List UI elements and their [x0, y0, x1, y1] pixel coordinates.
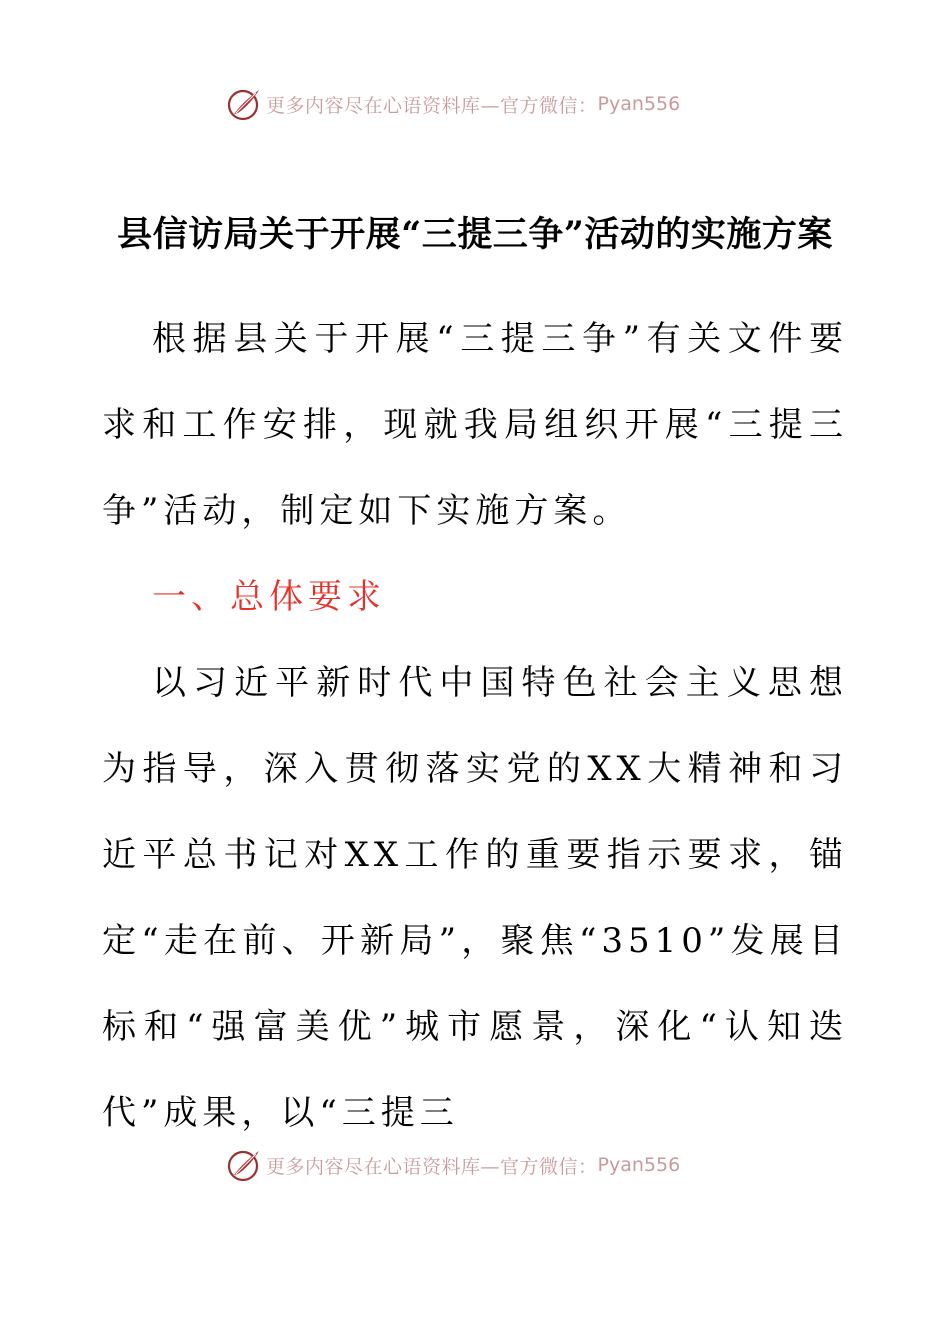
watermark-header [226, 86, 680, 122]
watermark-handle: Pyan556 [597, 1154, 681, 1176]
watermark-footer [226, 1147, 680, 1183]
document-body [102, 296, 848, 1156]
section-heading-general-requirements: 一、总体要求 [152, 577, 386, 617]
watermark-text: 更多内容尽在心语资料库—官方微信： [266, 1155, 598, 1178]
quill-logo-icon [226, 1147, 262, 1183]
watermark-text: 更多内容尽在心语资料库—官方微信： [266, 94, 598, 117]
document-title: 县信访局关于开展“三提三争”活动的实施方案 [117, 214, 833, 255]
watermark-handle: Pyan556 [597, 93, 681, 115]
intro-paragraph: 根据县关于开展“三提三争”有关文件要求和工作安排，现就我局组织开展“三提三争”活动，制定如下实施方案。 [102, 319, 848, 531]
quill-logo-icon [226, 86, 262, 122]
section-paragraph: 以习近平新时代中国特色社会主义思想为指导，深入贯彻落实党的XX大精神和习近平总书记对XX工作的重要指示要求，锚定“走在前、开新局”，聚焦“3510”发展目标和“强富美优”城市愿景，深化“认知迭代”成果，以“三提三 [102, 663, 848, 1133]
